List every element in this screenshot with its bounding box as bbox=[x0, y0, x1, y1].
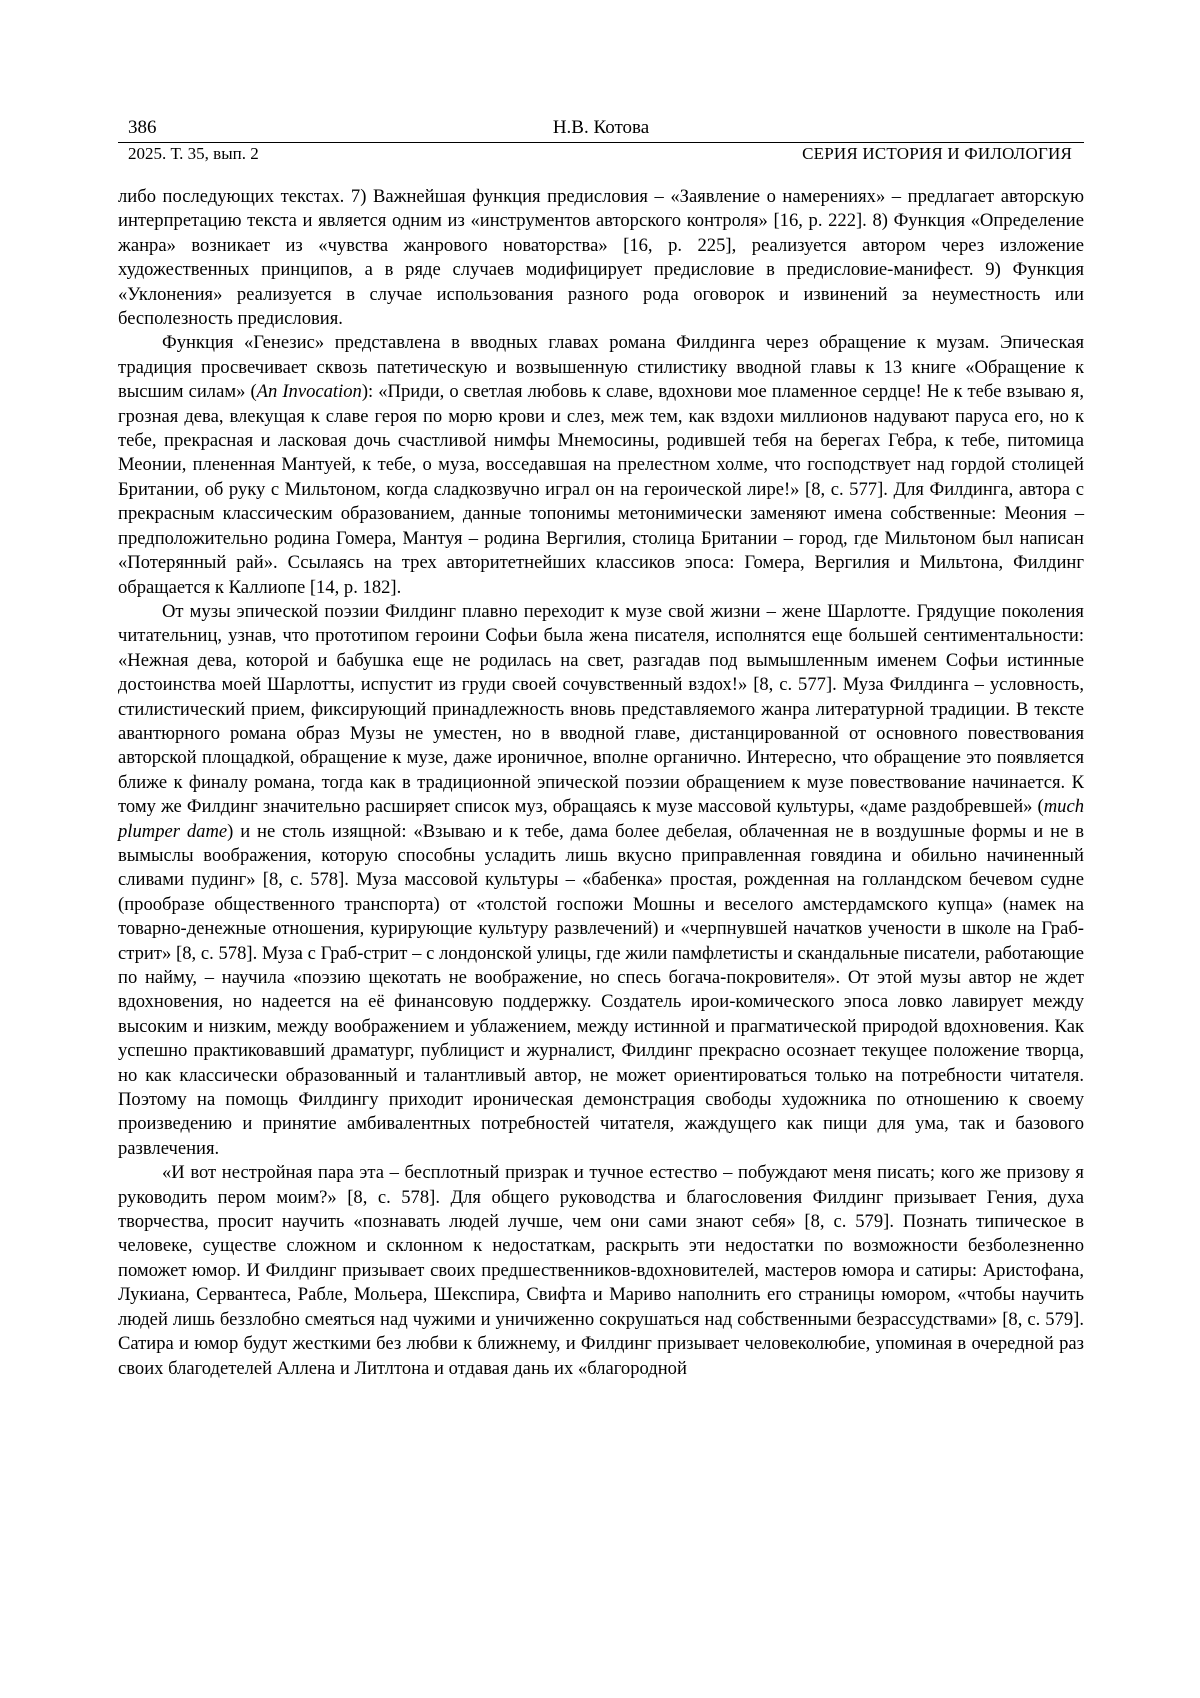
journal-series: СЕРИЯ ИСТОРИЯ И ФИЛОЛОГИЯ bbox=[802, 143, 1072, 165]
paragraph-text: либо последующих текстах. 7) Важнейшая функция предисловия – «Заявление о намерениях» – предлагает авторскую интерпретацию текста и является одним из «инструментов авторского контроля» [16, p. 222]. 8) Функция «Определение жанра» возникает из «чувства жанрового новаторства» [16, p. 225], реализуется автором через изложение художественных принципов, а в ряде случаев модифицирует предисловие в предисловие-манифест. 9) Функция «Уклонения» реализуется в случае использования разного рода оговорок и извинений за неуместность или бесполезность предисловия. bbox=[118, 186, 1084, 329]
running-header bbox=[118, 116, 1084, 165]
paragraph-1 bbox=[118, 185, 1084, 331]
header-bottom-row bbox=[118, 143, 1084, 165]
paragraph-text: Функция «Генезис» представлена в вводных главах романа Филдинга через обращение к музам. Эпическая традиция просвечивает сквозь патетическую и возвышенную стилистику вводной главы к 13 книге «Обращение к высшим силам» ( bbox=[118, 332, 1084, 402]
paragraph-text: «И вот нестройная пара эта – бесплотный призрак и тучное естество – побуждают меня писать; кого же призову я руководить пером моим?» [8, с. 578]. Для общего руководства и благословения Филдинг призывает Гения, духа творчества, просит научить «познавать людей лучше, чем они сами знают себя» [8, с. 579]. Познать типическое в человеке, существе сложном и склонном к недостаткам, раскрыть эти недостатки по возможности безболезненно поможет юмор. И Филдинг призывает своих предшественников-вдохновителей, мастеров юмора и сатиры: Аристофана, Лукиана, Сервантеса, Рабле, Мольера, Шекспира, Свифта и Мариво наполнить его страницы юмором, «чтобы научить людей лишь беззлобно смеяться над чужими и уничиженно сокрушаться над собственными безрассудствами» [8, с. 579]. Сатира и юмор будут жесткими без любви к ближнему, и Филдинг призывает человеколюбие, упоминая в очередной раз своих благодетелей Аллена и Литлтона и отдавая дань их «благородной bbox=[118, 1162, 1084, 1378]
running-author: Н.В. Котова bbox=[118, 116, 1084, 140]
paragraph-4 bbox=[118, 1161, 1084, 1381]
header-top-row bbox=[118, 116, 1084, 140]
article-body bbox=[118, 185, 1084, 1381]
paragraph-text: ): «Приди, о светлая любовь к славе, вдохнови мое пламенное сердце! Не к тебе взываю я, грозная дева, влекущая к славе героя по морю крови и слез, меж тем, как вздохи миллионов надувают паруса его, но к тебе, прекрасная и ласковая дочь счастливой нимфы Мнемосины, родившей тебя на берегах Гебра, к тебе, питомица Меонии, плененная Мантуей, к тебе, о муза, восседавшая на прелестном холме, что господствует над гордой столицей Британии, об руку с Мильтоном, когда сладкозвучно играл он на героической лире!» [8, с. 577]. Для Филдинга, автора с прекрасным классическим образованием, данные топонимы метонимически заменяют имена собственные: Меония – предположительно родина Гомера, Мантуя – родина Вергилия, столица Британии – город, где Мильтоном был написан «Потерянный рай». Ссылаясь на трех авторитетнейших классиков эпоса: Гомера, Вергилия и Мильтона, Филдинг обращается к Каллиопе [14, p. 182]. bbox=[118, 381, 1084, 597]
english-title-an-invocation: An Invocation bbox=[257, 381, 362, 402]
page-number: 386 bbox=[128, 116, 157, 140]
paragraph-text: От музы эпической поэзии Филдинг плавно переходит к музе свой жизни – жене Шарлотте. Грядущие поколения читательниц, узнав, что прототипом героини Софьи была жена писателя, исполнятся еще большей сентиментальности: «Нежная дева, которой и бабушка еще не родилась на свет, разгадав под вымышленным именем Софьи истинные достоинства моей Шарлотты, испустит из груди своей сочувственный вздох!» [8, с. 577]. Муза Филдинга – условность, стилистический прием, фиксирующий принадлежность вновь представляемого жанра литературной традиции. В тексте авантюрного романа образ Музы не уместен, но в вводной главе, дистанцированной от основного повествования авторской площадкой, обращение к музе, даже ироничное, вполне органично. Интересно, что обращение это появляется ближе к финалу романа, тогда как в традиционной эпической поэзии обращением к музе повествование начинается. К тому же Филдинг значительно расширяет список муз, обращаясь к музе массовой культуры, «даме раздобревшей» ( bbox=[118, 601, 1084, 817]
journal-volume: 2025. Т. 35, вып. 2 bbox=[128, 143, 259, 165]
paragraph-2 bbox=[118, 331, 1084, 599]
paragraph-3 bbox=[118, 600, 1084, 1161]
paragraph-text: ) и не столь изящной: «Взываю и к тебе, дама более дебелая, облаченная не в воздушные формы и не в вымыслы воображения, которую способны усладить лишь вкусно приправленная говядина и обильно начиненный сливами пудинг» [8, с. 578]. Муза массовой культуры – «бабенка» простая, рожденная на голландском бечевом судне (прообразе общественного транспорта) от «толстой госпожи Мошны и веселого амстердамского купца» (намек на товарно-денежные отношения, курирующие культуру развлечений) и «черпнувшей начатков учености в школе на Граб-стрит» [8, с. 578]. Муза с Граб-стрит – с лондонской улицы, где жили памфлетисты и скандальные писатели, работающие по найму, – научила «поэзию щекотать не воображение, но спесь богача-покровителя». От этой музы автор не ждет вдохновения, но надеется на её финансовую поддержку. Создатель ирои-комического эпоса ловко лавирует между высоким и низким, между воображением и ублажением, между истинной и прагматической природой вдохновения. Как успешно практиковавший драматург, публицист и журналист, Филдинг прекрасно осознает текущее положение творца, но как классически образованный и талантливый автор, не может ориентироваться только на потребности читателя. Поэтому на помощь Филдингу приходит ироническая демонстрация свободы художника по отношению к своему произведению и принятие амбивалентных потребностей читателя, жаждущего как пищи для ума, так и базового развлечения. bbox=[118, 821, 1084, 1159]
english-phrase-much-plumper-dame: much plumper dame bbox=[118, 796, 1084, 841]
